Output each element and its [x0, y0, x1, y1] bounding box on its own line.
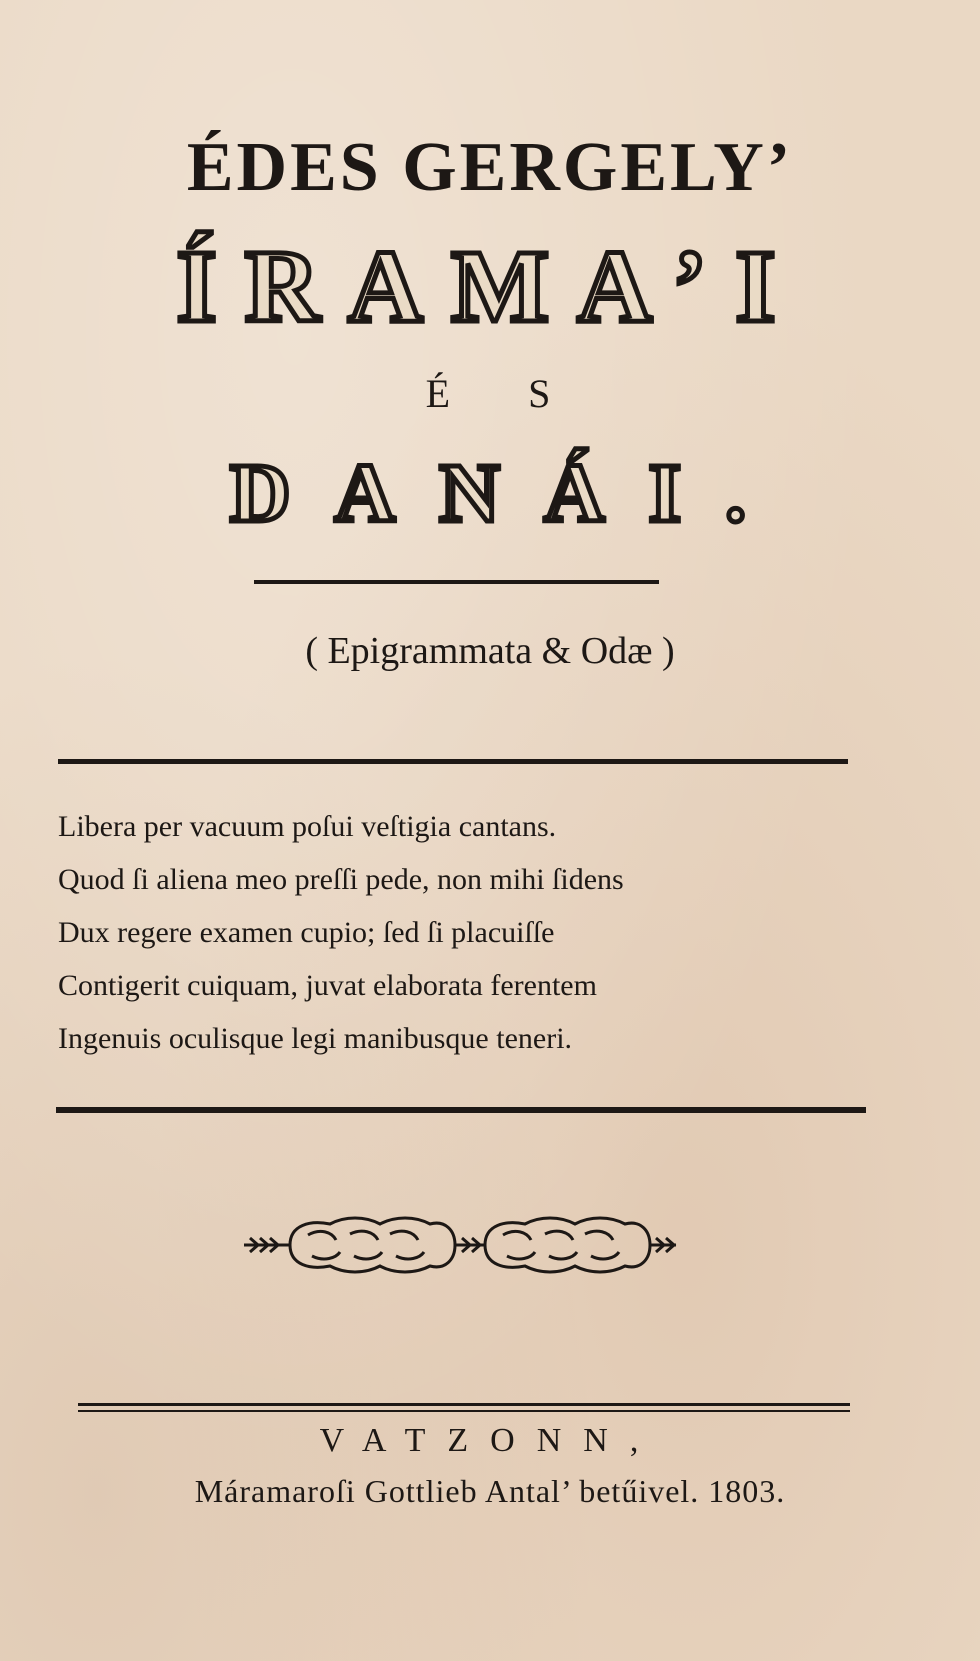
upper-rule [58, 759, 848, 764]
place-of-publication: VATZONN, [319, 1422, 661, 1459]
author-title: ÉDES GERGELY’ [186, 129, 794, 206]
verse-line: Ingenuis oculisque legi manibusque teneri. [58, 1022, 573, 1055]
imprint-rule-top [78, 1403, 850, 1406]
motto-verse [58, 800, 918, 1065]
imprint-rule-bottom [78, 1410, 850, 1412]
verse-line: Contigerit cuiquam, juvat elaborata ferentem [58, 969, 597, 1002]
printers-ornament [240, 1210, 680, 1280]
printer-imprint: Máramaroſi Gottlieb Antal’ betűivel. 1803. [194, 1473, 786, 1509]
verse-line: Quod ſi aliena meo preſſi pede, non mihi ſidens [58, 863, 624, 896]
lower-rule [56, 1107, 866, 1113]
title-conjunction: É S [425, 371, 585, 416]
main-title: ÍRAMA’I [176, 229, 804, 344]
title-danai: DANÁI. [229, 447, 791, 540]
title-rule [254, 580, 659, 584]
verse-line: Dux regere examen cupio; ſed ſi placuiſſe [58, 916, 555, 949]
verse-line: Libera per vacuum poſui veſtigia cantans. [58, 810, 557, 843]
subtitle: ( Epigrammata & Odæ ) [305, 630, 675, 672]
